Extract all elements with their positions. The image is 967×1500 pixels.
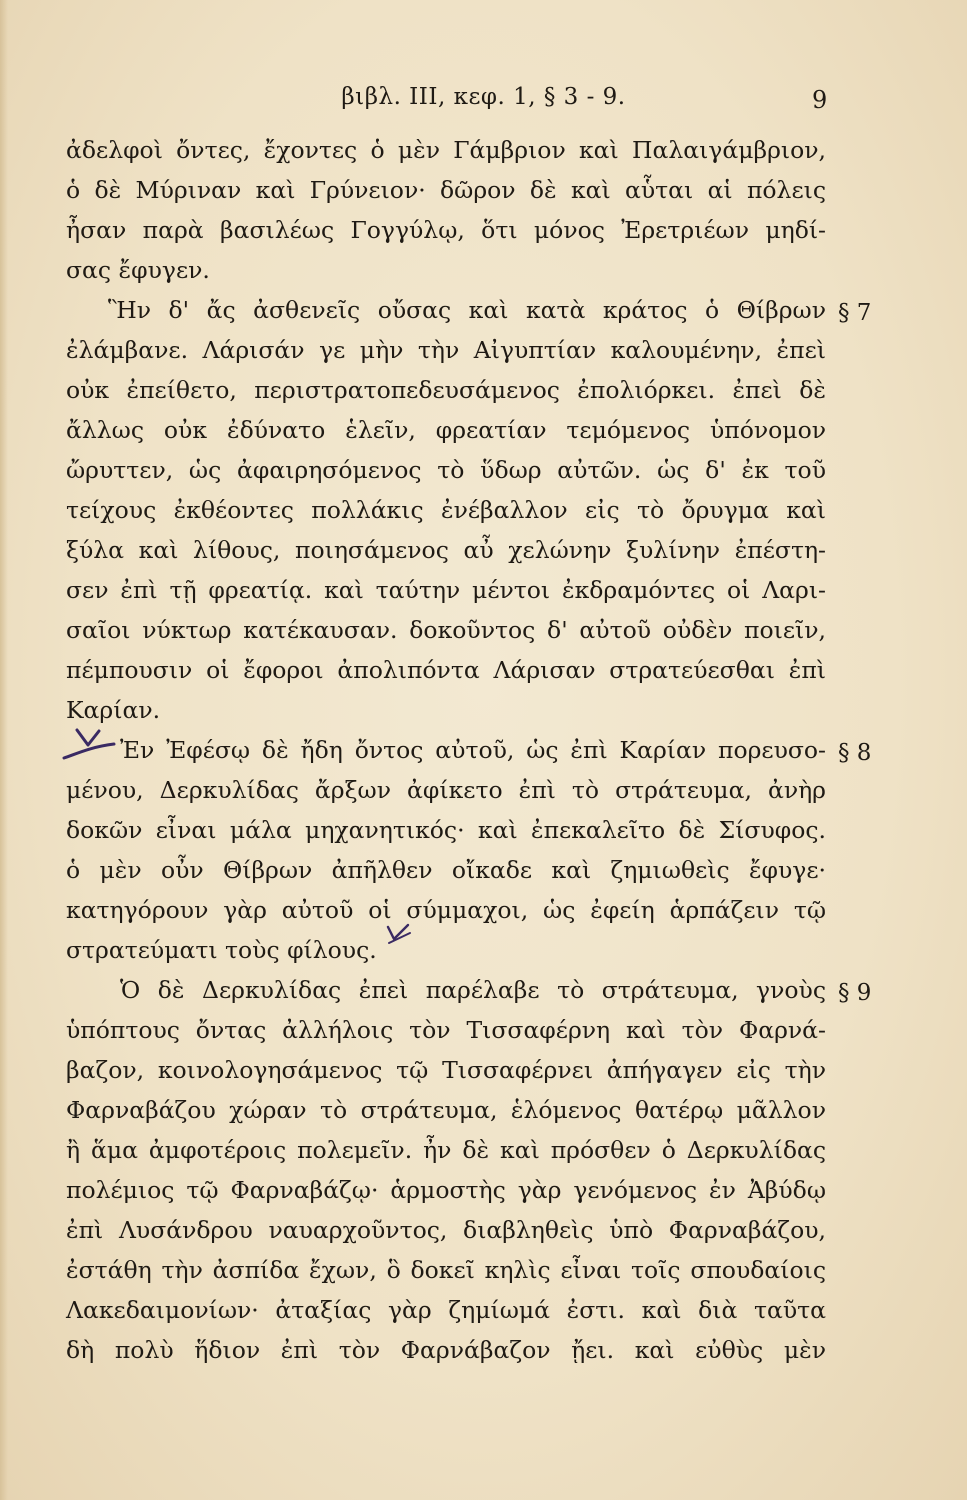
section-mark-7: § 7 xyxy=(838,300,872,326)
text-line: ἐπὶ Λυσάνδρου ναυαρχοῦντος, διαβληθεὶς ὑπὸ Φαρναβάζου, xyxy=(66,1216,826,1244)
text-line: βαζον, κοινολογησάμενος τῷ Τισσαφέρνει ἀπήγαγεν εἰς τὴν xyxy=(66,1056,826,1084)
text-line: ἀδελφοὶ ὄντες, ἔχοντες ὁ μὲν Γάμβριον καὶ Παλαιγάμβριον, xyxy=(66,136,826,164)
text-line: ἄλλως οὐκ ἐδύνατο ἑλεῖν, φρεατίαν τεμόμενος ὑπόνομον xyxy=(66,416,826,444)
text-line: ὑπόπτους ὄντας ἀλλήλοις τὸν Τισσαφέρνη καὶ τὸν Φαρνά- xyxy=(66,1016,826,1044)
text-line: σας ἔφυγεν. xyxy=(66,256,210,284)
pen-tick-icon xyxy=(384,921,414,947)
text-line: τείχους ἐκθέοντες πολλάκις ἐνέβαλλον εἰς τὸ ὄρυγμα καὶ xyxy=(66,496,826,524)
text-line: πολέμιος τῷ Φαρναβάζῳ· ἁρμοστὴς γὰρ γενόμενος ἐν Ἀβύδῳ xyxy=(66,1176,826,1204)
text-line: οὐκ ἐπείθετο, περιστρατοπεδευσάμενος ἐπολιόρκει. ἐπεὶ δὲ xyxy=(66,376,826,404)
running-head: βιβλ. III, κεφ. 1, § 3 - 9. xyxy=(341,84,626,110)
text-line: Καρίαν. xyxy=(66,696,161,724)
page-edge-shadow xyxy=(0,0,8,1500)
text-line: ὤρυττεν, ὡς ἀφαιρησόμενος τὸ ὕδωρ αὐτῶν. ὡς δ' ἐκ τοῦ xyxy=(66,456,826,484)
text-line: δοκῶν εἶναι μάλα μηχανητικός· καὶ ἐπεκαλεῖτο δὲ Σίσυφος. xyxy=(66,816,826,844)
text-line: κατηγόρουν γὰρ αὐτοῦ οἱ σύμμαχοι, ὡς ἐφείη ἁρπάζειν τῷ xyxy=(66,896,826,924)
page-number: 9 xyxy=(812,86,828,114)
text-line: στρατεύματι τοὺς φίλους. xyxy=(66,936,377,964)
text-line: σεν ἐπὶ τῇ φρεατίᾳ. καὶ ταύτην μέντοι ἐκδραμόντες οἱ Λαρι- xyxy=(66,576,826,604)
pen-checkmark-icon xyxy=(58,724,120,764)
text-line: ἐλάμβανε. Λάρισάν γε μὴν τὴν Αἰγυπτίαν καλουμένην, ἐπεὶ xyxy=(66,336,826,364)
section-mark-9: § 9 xyxy=(838,980,872,1006)
text-line: ἢ ἅμα ἀμφοτέροις πολεμεῖν. ἦν δὲ καὶ πρόσθεν ὁ Δερκυλίδας xyxy=(66,1136,826,1164)
text-line: Λακεδαιμονίων· ἀταξίας γὰρ ζημίωμά ἐστι. καὶ διὰ ταῦτα xyxy=(66,1296,826,1324)
text-line: δὴ πολὺ ἥδιον ἐπὶ τὸν Φαρνάβαζον ᾔει. καὶ εὐθὺς μὲν xyxy=(66,1336,826,1364)
text-line: ἦσαν παρὰ βασιλέως Γογγύλῳ, ὅτι μόνος Ἐρετριέων μηδί- xyxy=(66,216,826,244)
text-line: σαῖοι νύκτωρ κατέκαυσαν. δοκοῦντος δ' αὐτοῦ οὐδὲν ποιεῖν, xyxy=(66,616,826,644)
text-line: μένου, Δερκυλίδας ἄρξων ἀφίκετο ἐπὶ τὸ στράτευμα, ἀνὴρ xyxy=(66,776,826,804)
section-mark-8: § 8 xyxy=(838,740,872,766)
text-line: ὁ δὲ Μύριναν καὶ Γρύνειον· δῶρον δὲ καὶ αὗται αἱ πόλεις xyxy=(66,176,826,204)
text-line: Φαρναβάζου χώραν τὸ στράτευμα, ἑλόμενος θατέρῳ μᾶλλον xyxy=(66,1096,826,1124)
text-line: Ἣν δ' ἄς ἀσθενεῖς οὔσας καὶ κατὰ κράτος ὁ Θίβρων xyxy=(108,296,826,324)
text-line: Ἐν Ἐφέσῳ δὲ ἤδη ὄντος αὐτοῦ, ὡς ἐπὶ Καρίαν πορευσο- xyxy=(120,736,826,764)
text-line: ξύλα καὶ λίθους, ποιησάμενος αὖ χελώνην ξυλίνην ἐπέστη- xyxy=(66,536,826,564)
text-line: Ὁ δὲ Δερκυλίδας ἐπεὶ παρέλαβε τὸ στράτευμα, γνοὺς xyxy=(120,976,826,1004)
text-line: ὁ μὲν οὖν Θίβρων ἀπῆλθεν οἴκαδε καὶ ζημιωθεὶς ἔφυγε· xyxy=(66,856,826,884)
text-line: ἐστάθη τὴν ἀσπίδα ἔχων, ὃ δοκεῖ κηλὶς εἶναι τοῖς σπουδαίοις xyxy=(66,1256,826,1284)
text-line: πέμπουσιν οἱ ἔφοροι ἀπολιπόντα Λάρισαν στρατεύεσθαι ἐπὶ xyxy=(66,656,826,684)
page-header xyxy=(0,82,967,118)
